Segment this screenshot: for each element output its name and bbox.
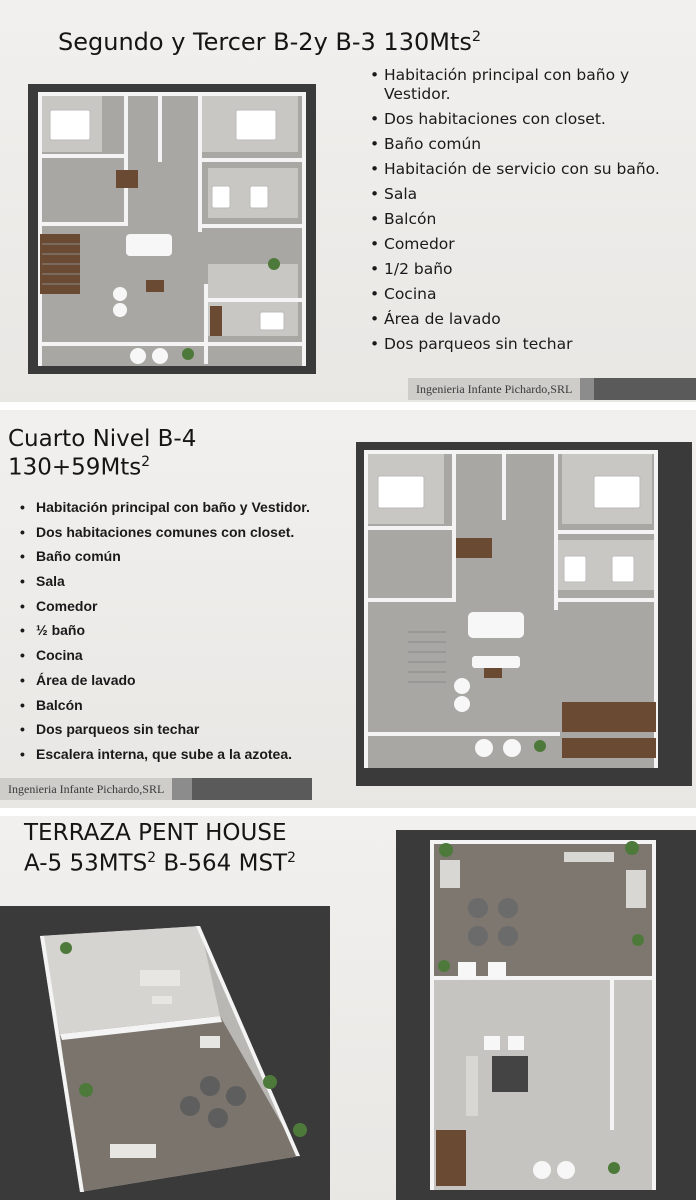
feature-list bbox=[20, 497, 350, 769]
bar-stripe bbox=[580, 378, 594, 400]
section-subtitle: A-5 53MTS$^2$ B-564 MST$^2$ bbox=[24, 850, 296, 877]
feature-item: • Área de lavado bbox=[370, 310, 680, 329]
feature-item: • Área de lavado bbox=[20, 670, 350, 690]
feature-item: • Dos parqueos sin techar bbox=[370, 335, 680, 354]
brand-name: Ingenieria Infante Pichardo,SRL bbox=[408, 378, 580, 400]
feature-item: • Escalera interna, que sube a la azotea. bbox=[20, 744, 350, 764]
bar-stripe bbox=[192, 778, 312, 800]
section-title: Cuarto Nivel B-4 bbox=[8, 426, 197, 452]
feature-item: • ½ baño bbox=[20, 620, 350, 640]
section-title: TERRAZA PENT HOUSE bbox=[24, 820, 287, 846]
section-subtitle: 130+59Mts$^2$ bbox=[8, 454, 151, 481]
feature-item: • Habitación principal con baño y Vestidor. bbox=[20, 497, 350, 517]
feature-item: • Dos habitaciones con closet. bbox=[370, 110, 680, 129]
feature-item: • Habitación principal con baño y Vestidor. bbox=[370, 66, 680, 104]
feature-item: • Cocina bbox=[20, 645, 350, 665]
bar-stripe bbox=[594, 378, 696, 400]
floor-plan-image bbox=[28, 84, 316, 374]
feature-item: • Baño común bbox=[370, 135, 680, 154]
feature-list bbox=[370, 66, 680, 360]
terrace-floor-plan bbox=[396, 830, 696, 1200]
feature-item: • Balcón bbox=[20, 695, 350, 715]
feature-item: • Comedor bbox=[370, 235, 680, 254]
section-cuarto-nivel bbox=[0, 410, 696, 808]
section-title: Segundo y Tercer B-2y B-3 130Mts$^2$ bbox=[58, 28, 482, 56]
brand-bar bbox=[408, 378, 696, 400]
floor-plan-b4 bbox=[356, 442, 692, 786]
floor-plan-image bbox=[396, 830, 696, 1200]
feature-item: • Sala bbox=[370, 185, 680, 204]
section-segundo-tercer-nivel bbox=[0, 0, 696, 402]
feature-item: • Dos parqueos sin techar bbox=[20, 719, 350, 739]
terrace-3d-render bbox=[0, 906, 330, 1200]
feature-item: • Baño común bbox=[20, 546, 350, 566]
section-terraza-penthouse bbox=[0, 816, 696, 1200]
feature-item: • Balcón bbox=[370, 210, 680, 229]
feature-item: • Dos habitaciones comunes con closet. bbox=[20, 522, 350, 542]
render-image bbox=[0, 906, 330, 1200]
feature-item: • Sala bbox=[20, 571, 350, 591]
brand-name: Ingenieria Infante Pichardo,SRL bbox=[0, 778, 172, 800]
brand-bar bbox=[0, 778, 312, 800]
feature-item: • Habitación de servicio con su baño. bbox=[370, 160, 680, 179]
floor-plan-image bbox=[356, 442, 692, 786]
feature-item: • Comedor bbox=[20, 596, 350, 616]
floor-plan-b2-b3 bbox=[28, 84, 316, 374]
bar-stripe bbox=[172, 778, 192, 800]
feature-item: • Cocina bbox=[370, 285, 680, 304]
feature-item: • 1/2 baño bbox=[370, 260, 680, 279]
